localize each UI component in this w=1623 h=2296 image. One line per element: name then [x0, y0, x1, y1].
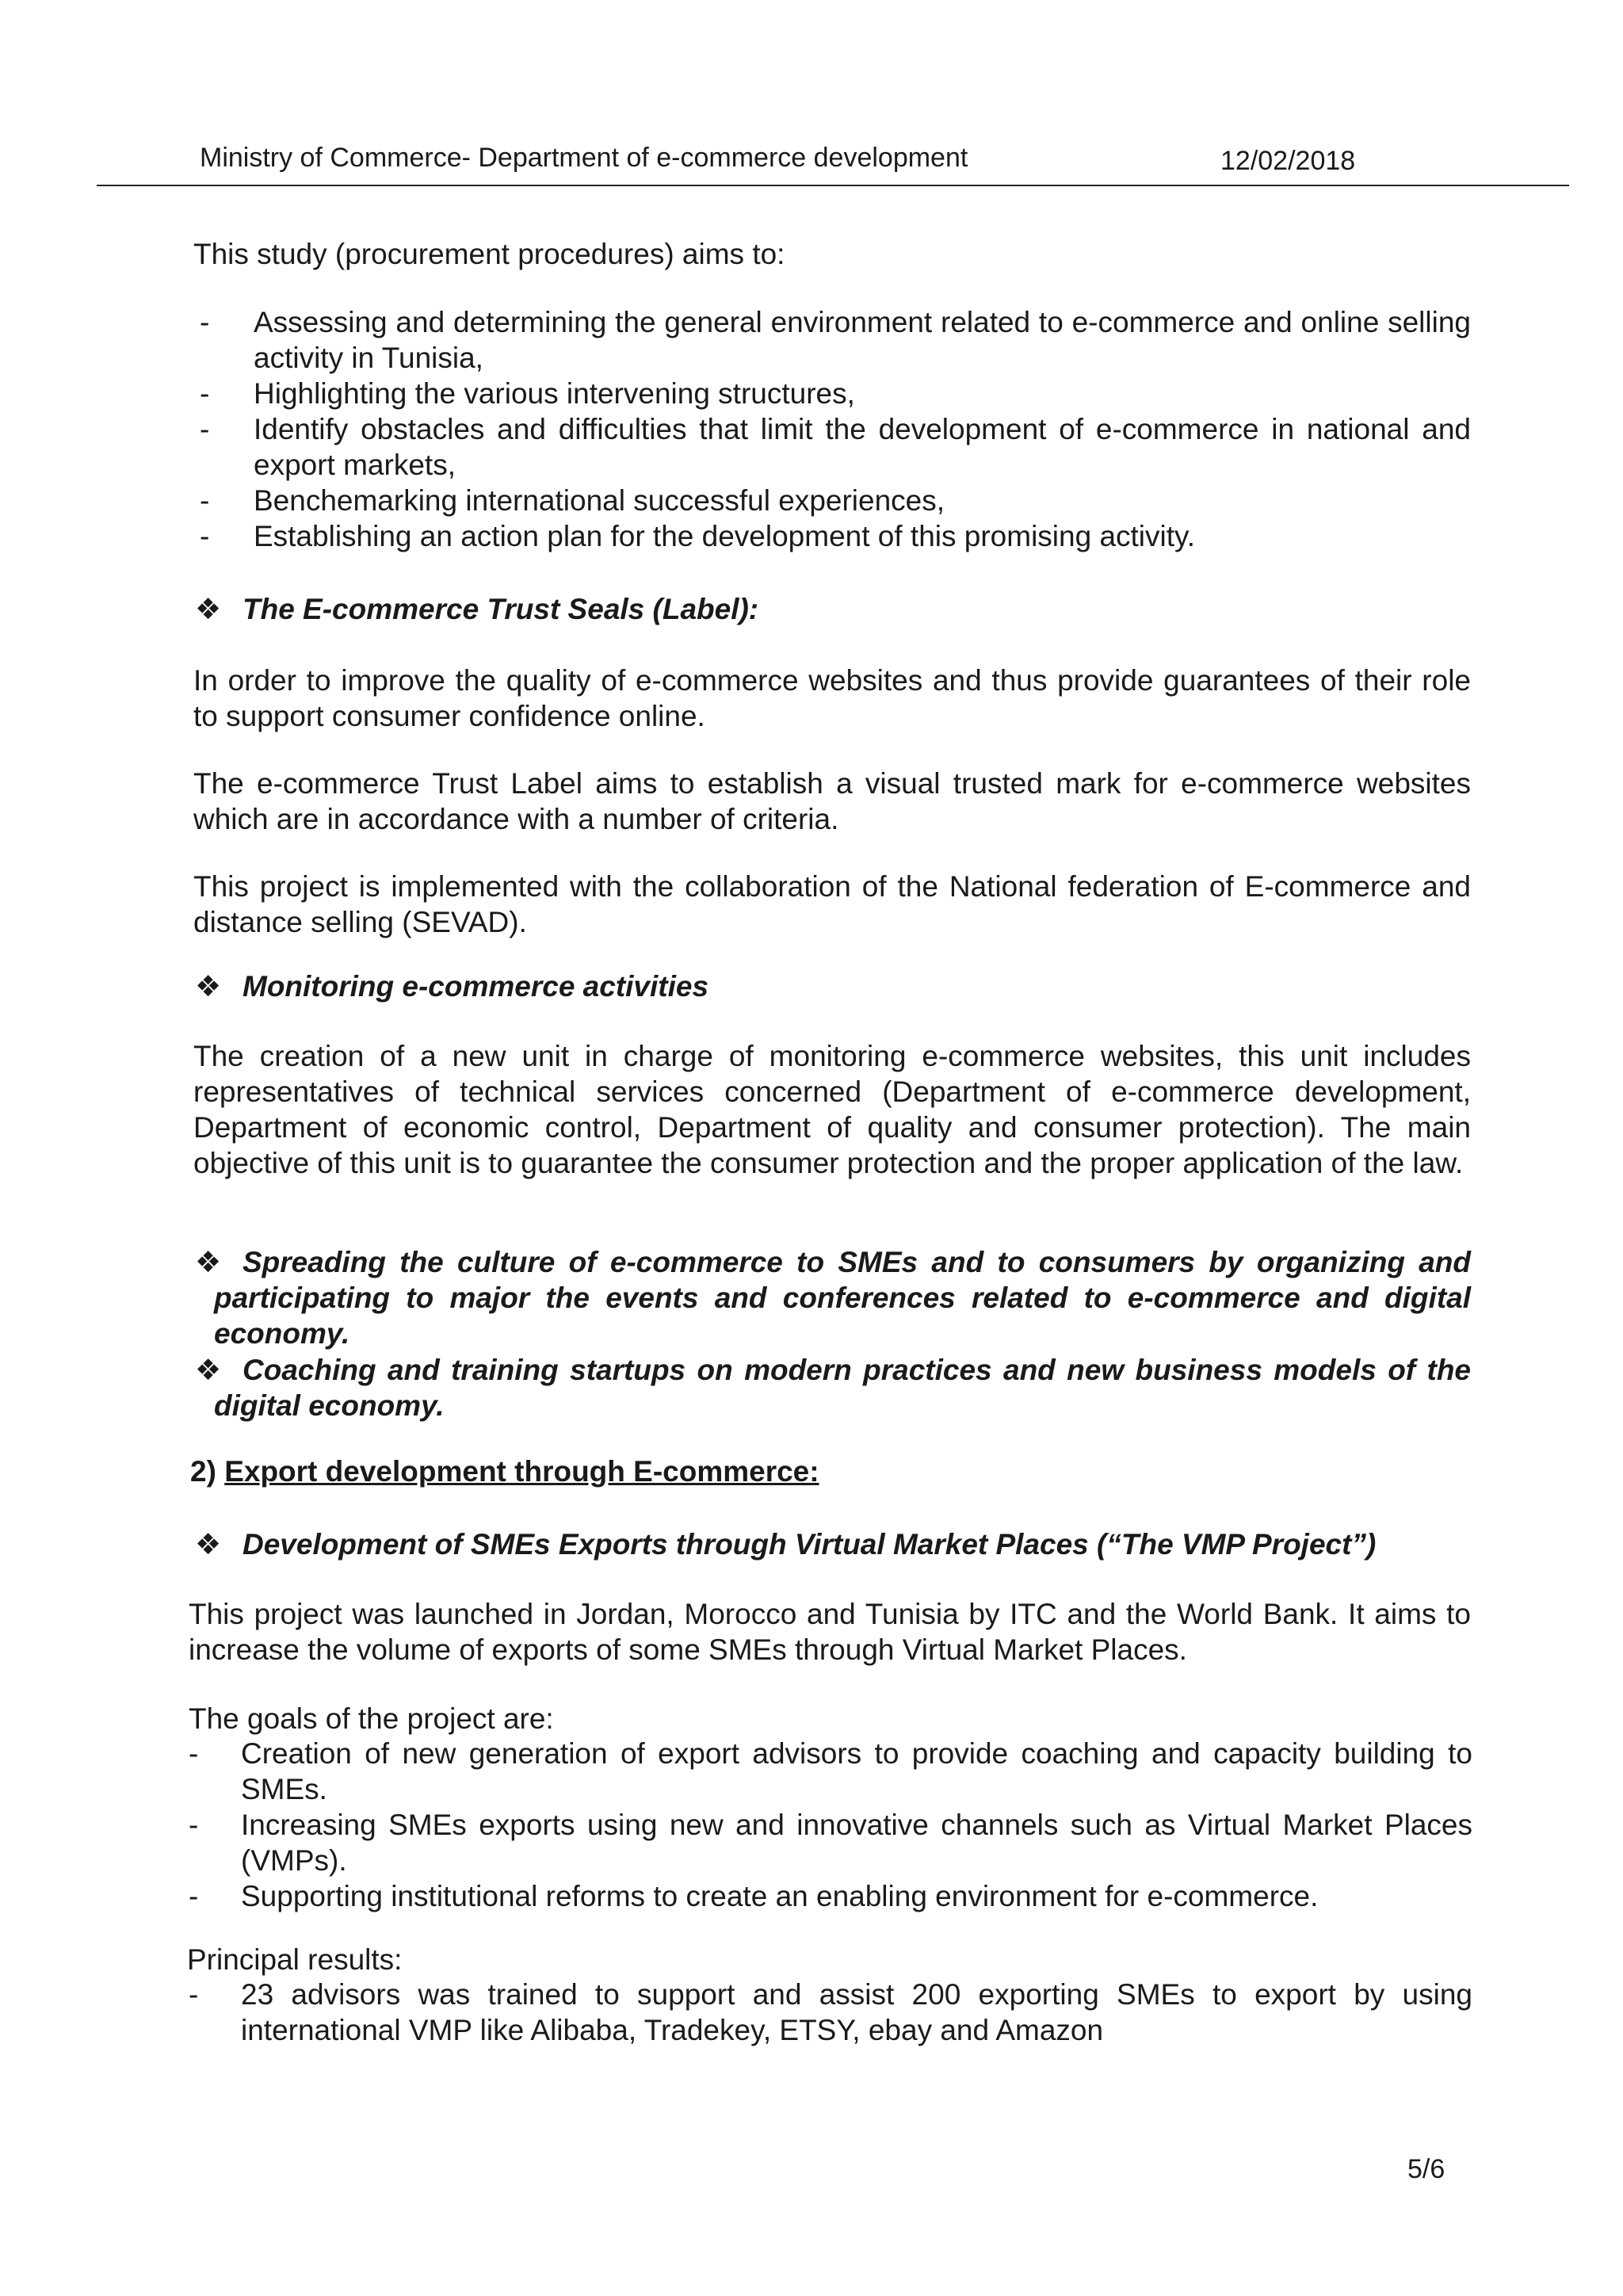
results-intro: Principal results:	[187, 1943, 403, 1976]
coaching-text: Coaching and training startups on modern practices and new business models of the digital economy.	[214, 1354, 1471, 1422]
trust-heading	[195, 591, 758, 627]
goals-intro: The goals of the project are:	[189, 1702, 554, 1735]
spreading-item	[195, 1244, 1471, 1351]
goals-list	[189, 1736, 1472, 1914]
list-item: - Supporting institutional reforms to create an enabling environment for e-commerce.	[189, 1878, 1472, 1914]
header-department: Ministry of Commerce- Department of e-commerce development	[200, 143, 968, 173]
list-item: - Increasing SMEs exports using new and innovative channels such as Virtual Market Places (VMPs).	[189, 1807, 1472, 1878]
vmp-heading-text: Development of SMEs Exports through Virtual Market Places (“The VMP Project”)	[242, 1528, 1377, 1561]
monitoring-heading-text: Monitoring e-commerce activities	[242, 970, 709, 1003]
aims-list	[200, 304, 1471, 554]
list-item: - 23 advisors was trained to support and assist 200 exporting SMEs to export by using international VMP like Alibaba, Tradekey, ETSY, ebay and Amazon	[189, 1977, 1472, 2048]
vmp-paragraph: This project was launched in Jordan, Morocco and Tunisia by ITC and the World Bank. It aims to increase the volume of exports of some SMEs through Virtual Market Places.	[189, 1598, 1471, 1666]
header-date: 12/02/2018	[1220, 146, 1356, 176]
page-number: 5/6	[1407, 2154, 1445, 2184]
diamond-bullet-icon: ❖	[195, 1354, 222, 1386]
spreading-text: Spreading the culture of e-commerce to SMEs and to consumers by organizing and participating to major the events and conferences related to e-commerce and digital economy.	[214, 1246, 1471, 1350]
vmp-heading	[195, 1526, 1479, 1562]
list-item: - Creation of new generation of export advisors to provide coaching and capacity building to SMEs.	[189, 1736, 1472, 1807]
coaching-item	[195, 1352, 1471, 1423]
monitoring-paragraph: The creation of a new unit in charge of monitoring e-commerce websites, this unit includes representatives of technical services concerned (Department of e-commerce development, Department of economic control, Department of quality and consumer protection). The main objective of this unit is to guarantee the consumer protection and the proper application of the law.	[193, 1040, 1471, 1179]
header-rule	[97, 185, 1569, 186]
intro-text: This study (procurement procedures) aims to:	[193, 238, 785, 270]
results-list	[189, 1977, 1472, 2048]
trust-heading-text: The E-commerce Trust Seals (Label):	[242, 593, 759, 625]
diamond-bullet-icon: ❖	[195, 970, 222, 1003]
section-number: 2)	[190, 1455, 225, 1488]
diamond-bullet-icon: ❖	[195, 593, 222, 625]
list-item: - Identify obstacles and difficulties that limit the development of e-commerce in national and export markets,	[200, 411, 1471, 483]
list-item: - Establishing an action plan for the development of this promising activity.	[200, 518, 1471, 554]
trust-paragraph-1: In order to improve the quality of e-commerce websites and thus provide guarantees of their role to support consumer confidence online.	[193, 664, 1471, 732]
diamond-bullet-icon: ❖	[195, 1246, 222, 1278]
list-item: - Highlighting the various intervening structures,	[200, 376, 1471, 411]
trust-paragraph-2: The e-commerce Trust Label aims to establish a visual trusted mark for e-commerce websites which are in accordance with a number of criteria.	[193, 767, 1471, 835]
list-item: - Assessing and determining the general environment related to e-commerce and online selling activity in Tunisia,	[200, 304, 1471, 376]
list-item: - Benchemarking international successful experiences,	[200, 483, 1471, 518]
diamond-bullet-icon: ❖	[195, 1528, 222, 1561]
trust-paragraph-3: This project is implemented with the collaboration of the National federation of E-commerce and distance selling (SEVAD).	[193, 870, 1471, 938]
monitoring-heading	[195, 968, 708, 1004]
section-2-title	[190, 1454, 819, 1489]
section-title-text: Export development through E-commerce:	[224, 1455, 819, 1488]
